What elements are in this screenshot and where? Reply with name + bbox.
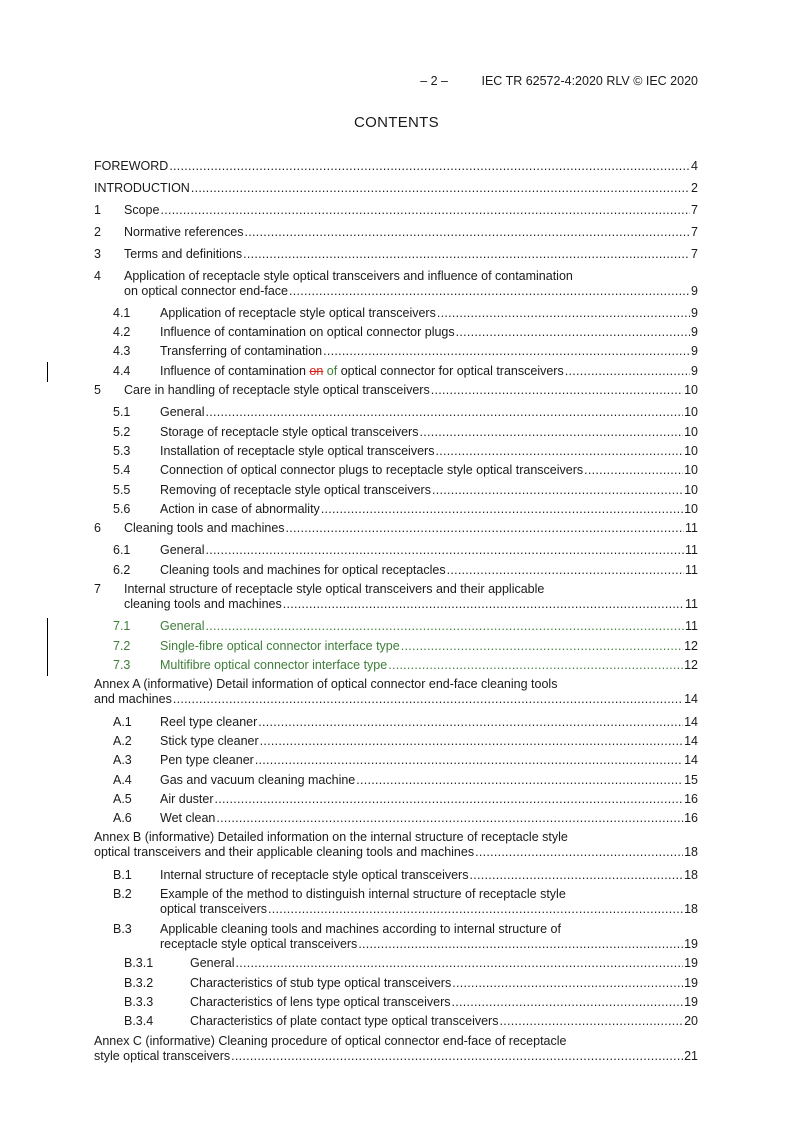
entry-number: 5 — [94, 383, 101, 397]
entry-title: Normative references — [124, 225, 244, 239]
entry-title: receptacle style optical transceivers — [160, 937, 358, 951]
entry-line — [94, 597, 698, 612]
toc-entry-2[interactable] — [94, 225, 698, 240]
entry-page-number: 10 — [684, 483, 698, 497]
entry-title: Application of receptacle style optical transceivers — [160, 306, 436, 320]
entry-number: A.1 — [113, 715, 132, 729]
entry-title: General — [160, 543, 205, 557]
leader-dots — [456, 325, 690, 340]
entry-title: Removing of receptacle style optical transceivers — [160, 483, 431, 497]
entry-page-number: 9 — [691, 344, 698, 358]
entry-page-number: 10 — [684, 425, 698, 439]
leader-dots — [243, 247, 690, 262]
entry-line — [94, 405, 698, 420]
leader-dots — [245, 225, 691, 240]
entry-number: 5.1 — [113, 405, 131, 419]
entry-title: Pen type cleaner — [160, 753, 254, 767]
entry-number: 7.1 — [113, 619, 131, 633]
toc-entry-foreword[interactable] — [94, 159, 698, 174]
entry-line — [94, 619, 698, 634]
entry-page-number: 21 — [684, 1049, 698, 1063]
toc-entry-4-3[interactable] — [94, 344, 698, 359]
entry-line — [94, 956, 698, 971]
deleted-text: on — [309, 364, 324, 378]
entry-page-number: 12 — [684, 639, 698, 653]
entry-page-number: 14 — [684, 753, 698, 767]
leader-dots — [435, 444, 683, 459]
entry-title: Internal structure of receptacle style optical transceivers and their applicable — [124, 582, 545, 596]
entry-title: Characteristics of lens type optical transceivers — [190, 995, 451, 1009]
entry-title: Application of receptacle style optical transceivers and influence of contamination — [124, 269, 573, 283]
entry-line — [94, 937, 698, 952]
toc-entry-5-4[interactable] — [94, 463, 698, 478]
leader-dots — [475, 845, 683, 860]
leader-dots — [169, 159, 690, 174]
toc-entry-7-1[interactable] — [94, 619, 698, 634]
entry-title: Stick type cleaner — [160, 734, 259, 748]
entry-title: Cleaning tools and machines for optical receptacles — [160, 563, 446, 577]
entry-page-number: 10 — [684, 383, 698, 397]
entry-number: B.3.2 — [124, 976, 154, 990]
entry-line — [94, 715, 698, 730]
entry-number: B.3.3 — [124, 995, 154, 1009]
toc-entry-5-6[interactable] — [94, 502, 698, 517]
toc-entry-b-3-2[interactable] — [94, 976, 698, 991]
entry-line — [94, 922, 698, 937]
toc-entry-a-4[interactable] — [94, 773, 698, 788]
entry-page-number: 14 — [684, 734, 698, 748]
entry-number: 7 — [94, 582, 101, 596]
toc-entry-a-1[interactable] — [94, 715, 698, 730]
page-header — [420, 74, 698, 88]
leader-dots — [437, 306, 690, 321]
leader-dots — [160, 203, 690, 218]
entry-number: 5.3 — [113, 444, 131, 458]
leader-dots — [260, 734, 683, 749]
entry-line — [94, 677, 698, 692]
entry-line — [94, 692, 698, 707]
leader-dots — [388, 658, 683, 673]
entry-page-number: 19 — [684, 976, 698, 990]
entry-title: cleaning tools and machines — [124, 597, 282, 611]
entry-page-number: 11 — [685, 563, 698, 577]
entry-title: Scope — [124, 203, 160, 217]
leader-dots — [231, 1049, 683, 1064]
entry-line — [94, 521, 698, 536]
leader-dots — [452, 976, 683, 991]
entry-number: B.3 — [113, 922, 132, 936]
entry-title: Characteristics of plate contact type optical transceivers — [190, 1014, 499, 1028]
entry-number: 7.3 — [113, 658, 131, 672]
entry-number: A.5 — [113, 792, 132, 806]
entry-page-number: 10 — [684, 502, 698, 516]
toc-entry-a-5[interactable] — [94, 792, 698, 807]
entry-title: Reel type cleaner — [160, 715, 258, 729]
leader-dots — [452, 995, 684, 1010]
entry-line — [94, 383, 698, 398]
leader-dots — [321, 502, 683, 517]
entry-title: style optical transceivers — [94, 1049, 231, 1063]
entry-number: 4 — [94, 269, 101, 283]
entry-number: 4.4 — [113, 364, 131, 378]
entry-line — [94, 502, 698, 517]
leader-dots — [283, 597, 684, 612]
entry-number: 6 — [94, 521, 101, 535]
entry-number: A.3 — [113, 753, 132, 767]
toc-entry-b-3-4[interactable] — [94, 1014, 698, 1029]
toc-entry-1[interactable] — [94, 203, 698, 218]
leader-dots — [469, 868, 683, 883]
inserted-text: of — [323, 364, 338, 378]
leader-dots — [235, 956, 683, 971]
leader-dots — [215, 792, 684, 807]
entry-page-number: 2 — [691, 181, 698, 195]
entry-page-number: 11 — [685, 597, 698, 611]
leader-dots — [205, 619, 684, 634]
toc-entry-6-1[interactable] — [94, 543, 698, 558]
entry-line — [94, 463, 698, 478]
entry-title: Single-fibre optical connector interface type — [160, 639, 400, 653]
toc-entry-4-2[interactable] — [94, 325, 698, 340]
entry-number: 1 — [94, 203, 101, 217]
entry-page-number: 10 — [684, 444, 698, 458]
entry-title: General — [160, 619, 205, 633]
entry-line — [94, 425, 698, 440]
entry-page-number: 15 — [684, 773, 698, 787]
entry-title: optical transceivers and their applicable cleaning tools and machines — [94, 845, 475, 859]
entry-number: A.6 — [113, 811, 132, 825]
entry-line — [94, 364, 698, 379]
entry-line — [94, 247, 698, 262]
entry-line — [94, 1034, 698, 1049]
change-bar — [47, 362, 48, 382]
entry-number: 5.6 — [113, 502, 131, 516]
entry-page-number: 14 — [684, 715, 698, 729]
entry-line — [94, 444, 698, 459]
entry-page-number: 18 — [684, 845, 698, 859]
toc-entry-annex-a[interactable] — [94, 677, 698, 707]
leader-dots — [255, 753, 683, 768]
entry-line — [94, 543, 698, 558]
document-id: IEC TR 62572-4:2020 RLV © IEC 2020 — [481, 74, 698, 88]
entry-line — [94, 563, 698, 578]
entry-line — [94, 868, 698, 883]
entry-number: 6.1 — [113, 543, 131, 557]
entry-page-number: 11 — [685, 521, 698, 535]
entry-line — [94, 902, 698, 917]
entry-page-number: 20 — [684, 1014, 698, 1028]
toc-entry-4-1[interactable] — [94, 306, 698, 321]
entry-line — [94, 976, 698, 991]
entry-page-number: 12 — [684, 658, 698, 672]
entry-line — [94, 792, 698, 807]
entry-number: B.1 — [113, 868, 132, 882]
entry-line — [94, 753, 698, 768]
entry-title: Multifibre optical connector interface type — [160, 658, 388, 672]
toc-entry-5[interactable] — [94, 383, 698, 398]
leader-dots — [205, 405, 683, 420]
toc-entry-4[interactable] — [94, 269, 698, 299]
entry-number: 2 — [94, 225, 101, 239]
entry-line — [94, 306, 698, 321]
entry-line — [94, 325, 698, 340]
entry-title: Influence of contamination on optical connector plugs — [160, 325, 455, 339]
entry-page-number: 9 — [691, 325, 698, 339]
entry-line — [94, 734, 698, 749]
entry-line — [94, 639, 698, 654]
toc-entry-a-3[interactable] — [94, 753, 698, 768]
entry-title: on optical connector end-face — [124, 284, 288, 298]
entry-number: 4.3 — [113, 344, 131, 358]
entry-line — [94, 1014, 698, 1029]
leader-dots — [432, 483, 683, 498]
entry-line — [94, 887, 698, 902]
leader-dots — [323, 344, 690, 359]
toc-entry-a-2[interactable] — [94, 734, 698, 749]
entry-title: INTRODUCTION — [94, 181, 190, 195]
entry-line — [94, 1049, 698, 1064]
entry-number: 7.2 — [113, 639, 131, 653]
leader-dots — [286, 521, 684, 536]
entry-title: FOREWORD — [94, 159, 169, 173]
toc-entry-annex-b[interactable] — [94, 830, 698, 860]
toc-entry-4-4[interactable] — [94, 364, 698, 379]
entry-title: Applicable cleaning tools and machines according to internal structure of — [160, 922, 561, 936]
entry-page-number: 9 — [691, 364, 698, 378]
entry-page-number: 9 — [691, 306, 698, 320]
entry-page-number: 18 — [684, 902, 698, 916]
entry-title: optical transceivers — [160, 902, 267, 916]
leader-dots — [447, 563, 684, 578]
entry-page-number: 7 — [691, 203, 698, 217]
entry-title: Storage of receptacle style optical transceivers — [160, 425, 419, 439]
entry-line — [94, 344, 698, 359]
entry-line — [94, 159, 698, 174]
entry-title: Wet clean — [160, 811, 216, 825]
entry-page-number: 7 — [691, 247, 698, 261]
entry-line — [94, 483, 698, 498]
entry-line — [94, 811, 698, 826]
leader-dots — [358, 937, 683, 952]
entry-title: Cleaning tools and machines — [124, 521, 285, 535]
entry-number: B.3.1 — [124, 956, 154, 970]
toc-entry-5-5[interactable] — [94, 483, 698, 498]
toc-entry-5-2[interactable] — [94, 425, 698, 440]
entry-line — [94, 658, 698, 673]
toc-entry-b-3-3[interactable] — [94, 995, 698, 1010]
entry-page-number: 7 — [691, 225, 698, 239]
entry-page-number: 16 — [684, 792, 698, 806]
leader-dots — [499, 1014, 683, 1029]
entry-line — [94, 830, 698, 845]
leader-dots — [419, 425, 683, 440]
entry-number: A.2 — [113, 734, 132, 748]
entry-page-number: 10 — [684, 463, 698, 477]
toc-entry-b-3-1[interactable] — [94, 956, 698, 971]
entry-page-number: 18 — [684, 868, 698, 882]
toc-entry-b-2[interactable] — [94, 887, 698, 917]
contents-title: CONTENTS — [354, 114, 439, 131]
entry-page-number: 16 — [684, 811, 698, 825]
toc-entry-5-1[interactable] — [94, 405, 698, 420]
toc-entry-a-6[interactable] — [94, 811, 698, 826]
entry-number: 5.5 — [113, 483, 131, 497]
entry-title: Air duster — [160, 792, 214, 806]
leader-dots — [584, 463, 683, 478]
page-number: – 2 – — [420, 74, 448, 88]
entry-page-number: 11 — [685, 543, 698, 557]
entry-number: 4.1 — [113, 306, 131, 320]
entry-title: Annex A (informative) Detail information of optical connector end-face cleaning tools — [94, 677, 558, 691]
entry-title: Terms and definitions — [124, 247, 243, 261]
entry-title: Transferring of contamination — [160, 344, 323, 358]
leader-dots — [401, 639, 683, 654]
entry-title: General — [160, 405, 205, 419]
entry-title: Influence of contamination on of optical connector for optical transceivers — [160, 364, 564, 378]
entry-title: Annex B (informative) Detailed information on the internal structure of receptacle style — [94, 830, 568, 844]
toc-entry-b-1[interactable] — [94, 868, 698, 883]
leader-dots — [191, 181, 690, 196]
entry-number: 5.4 — [113, 463, 131, 477]
entry-line — [94, 269, 698, 284]
entry-number: 6.2 — [113, 563, 131, 577]
entry-line — [94, 203, 698, 218]
toc-entry-b-3[interactable] — [94, 922, 698, 952]
toc-entry-7-2[interactable] — [94, 639, 698, 654]
leader-dots — [205, 543, 684, 558]
entry-line — [94, 582, 698, 597]
entry-number: 4.2 — [113, 325, 131, 339]
leader-dots — [431, 383, 683, 398]
change-bar — [47, 618, 48, 676]
entry-line — [94, 225, 698, 240]
leader-dots — [216, 811, 683, 826]
entry-title: Action in case of abnormality — [160, 502, 320, 516]
entry-line — [94, 845, 698, 860]
entry-line — [94, 995, 698, 1010]
entry-number: 3 — [94, 247, 101, 261]
leader-dots — [565, 364, 690, 379]
entry-line — [94, 284, 698, 299]
entry-page-number: 9 — [691, 284, 698, 298]
toc-entry-5-3[interactable] — [94, 444, 698, 459]
entry-line — [94, 773, 698, 788]
toc-entry-7[interactable] — [94, 582, 698, 612]
entry-title: and machines — [94, 692, 172, 706]
entry-title: Characteristics of stub type optical transceivers — [190, 976, 452, 990]
entry-page-number: 19 — [684, 937, 698, 951]
toc-entry-6[interactable] — [94, 521, 698, 536]
entry-number: B.2 — [113, 887, 132, 901]
leader-dots — [268, 902, 683, 917]
entry-number: B.3.4 — [124, 1014, 154, 1028]
entry-page-number: 19 — [684, 995, 698, 1009]
entry-number: 5.2 — [113, 425, 131, 439]
toc-entry-introduction[interactable] — [94, 181, 698, 196]
entry-number: A.4 — [113, 773, 132, 787]
entry-page-number: 11 — [685, 619, 698, 633]
leader-dots — [258, 715, 683, 730]
entry-page-number: 4 — [691, 159, 698, 173]
entry-title: Example of the method to distinguish internal structure of receptacle style — [160, 887, 566, 901]
toc-entry-annex-c[interactable] — [94, 1034, 698, 1064]
entry-title: Connection of optical connector plugs to receptacle style optical transceivers — [160, 463, 584, 477]
leader-dots — [356, 773, 683, 788]
toc-entry-6-2[interactable] — [94, 563, 698, 578]
toc-entry-7-3[interactable] — [94, 658, 698, 673]
entry-title: Care in handling of receptacle style optical transceivers — [124, 383, 430, 397]
entry-title: Gas and vacuum cleaning machine — [160, 773, 356, 787]
entry-page-number: 19 — [684, 956, 698, 970]
entry-page-number: 14 — [684, 692, 698, 706]
entry-page-number: 10 — [684, 405, 698, 419]
leader-dots — [173, 692, 683, 707]
leader-dots — [289, 284, 690, 299]
entry-title: Annex C (informative) Cleaning procedure of optical connector end-face of receptacle — [94, 1034, 567, 1048]
toc-entry-3[interactable] — [94, 247, 698, 262]
entry-title: Installation of receptacle style optical transceivers — [160, 444, 435, 458]
entry-line — [94, 181, 698, 196]
entry-title: Internal structure of receptacle style optical transceivers — [160, 868, 469, 882]
entry-title: General — [190, 956, 235, 970]
